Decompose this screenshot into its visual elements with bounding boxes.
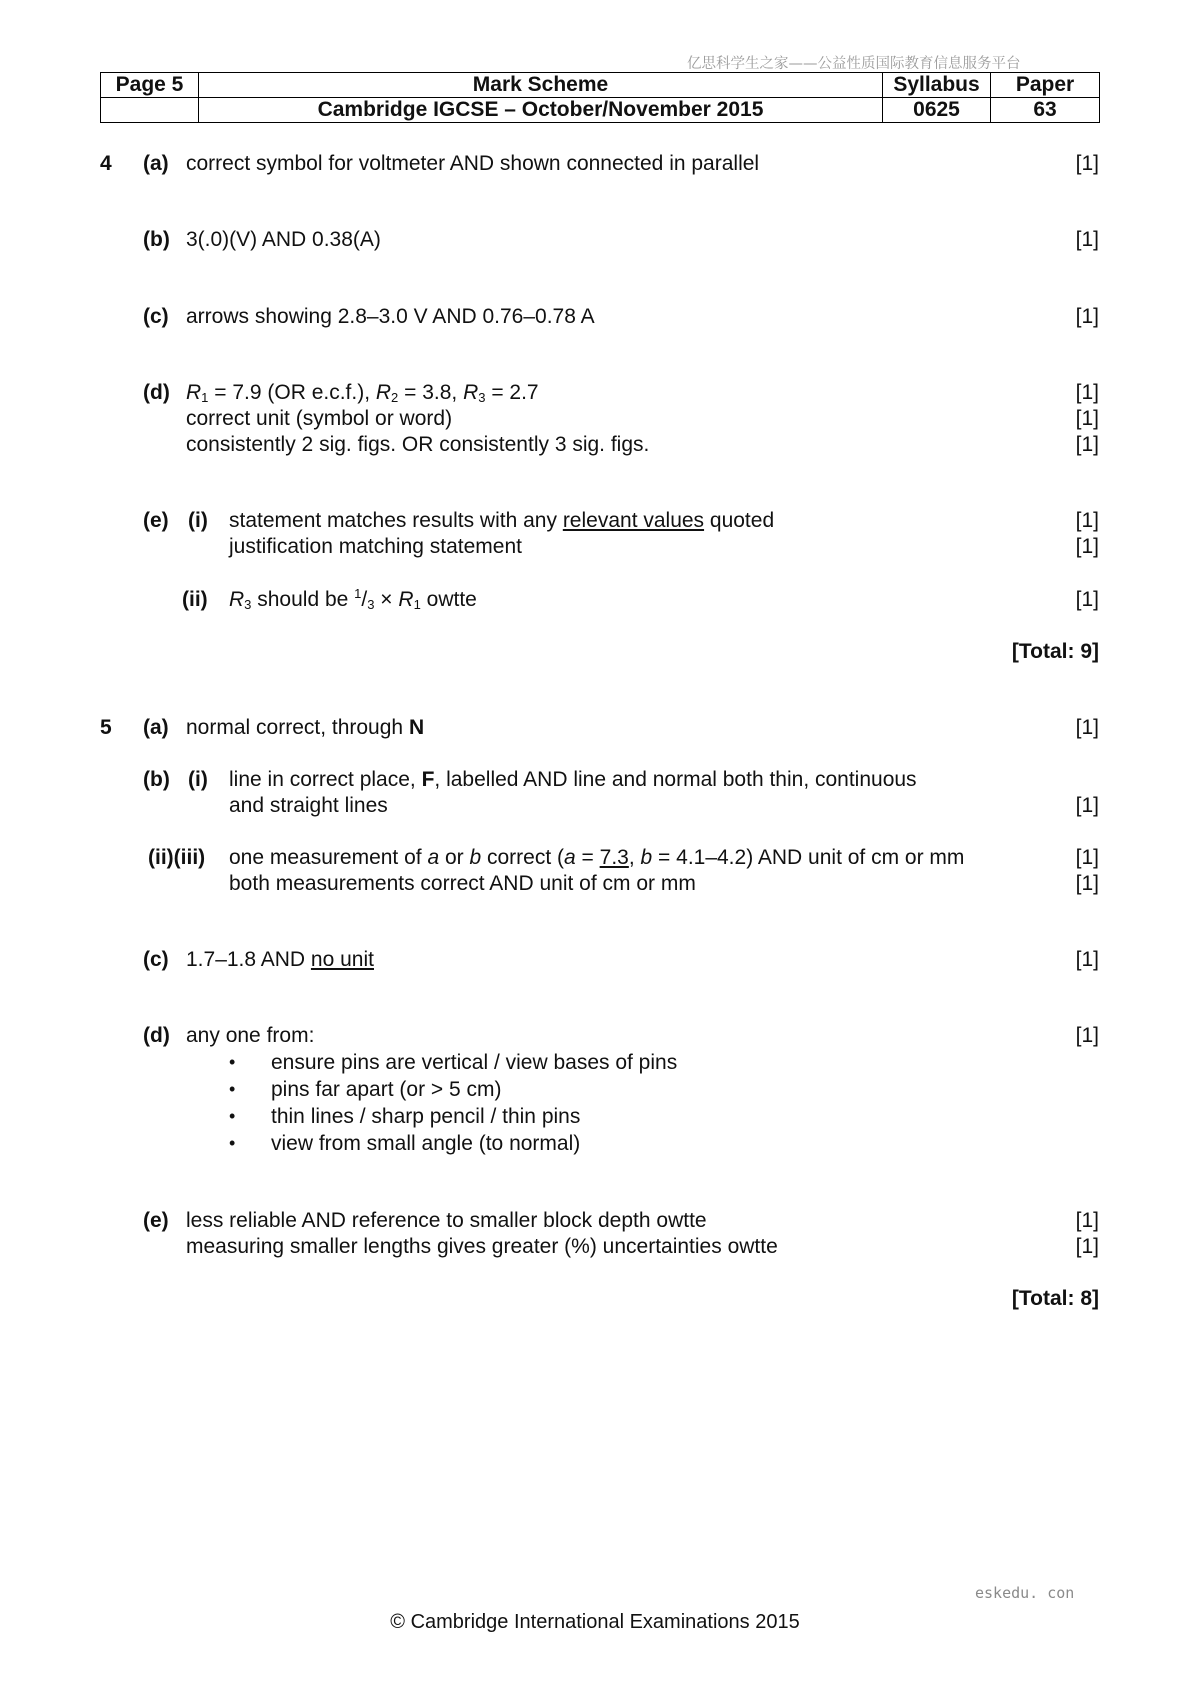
q5e-line2: measuring smaller lengths gives greater (%) uncertainties owtte — [186, 1235, 778, 1258]
q5b-ii-line1: one measurement of a or b correct (a = 7.3, b = 4.1–4.2) AND unit of cm or mm — [229, 846, 965, 869]
header-table — [100, 72, 1100, 123]
q5d-bullet-2-glyph: • — [229, 1079, 236, 1099]
q5b-ii-mark-1: [1] — [1075, 846, 1099, 869]
q5b-i-line1: line in correct place, F, labelled AND line and normal both thin, continuous — [229, 768, 917, 791]
q4d-mark-1: [1] — [1075, 381, 1099, 404]
q5e-label: (e) — [143, 1209, 169, 1232]
q5d-bullet-1-glyph: • — [229, 1052, 236, 1072]
q5d-bullet-1: ensure pins are vertical / view bases of pins — [271, 1051, 678, 1074]
header-syllabus-label: Syllabus — [883, 73, 991, 98]
q4d-mark-3: [1] — [1075, 433, 1099, 456]
q4e-ii-label: (ii) — [182, 588, 208, 611]
q5b-i-label: (i) — [188, 768, 208, 791]
q4a-mark: [1] — [1075, 152, 1099, 175]
q4e-i-line1: statement matches results with any relevant values quoted — [229, 509, 775, 532]
site-watermark: eskedu. con — [975, 1584, 1075, 1602]
q5b-label: (b) — [143, 768, 170, 791]
q4e-ii-mark: [1] — [1075, 588, 1099, 611]
q4a-text: correct symbol for voltmeter AND shown connected in parallel — [186, 152, 760, 175]
q5d-mark: [1] — [1075, 1024, 1099, 1047]
header-subtitle: Cambridge IGCSE – October/November 2015 — [199, 98, 883, 123]
copyright: © Cambridge International Examinations 2015 — [390, 1611, 800, 1633]
q4d-label: (d) — [143, 381, 170, 404]
q5d-bullet-3-glyph: • — [229, 1106, 236, 1126]
q5d-bullet-4-glyph: • — [229, 1133, 236, 1153]
q5b-ii-mark-2: [1] — [1075, 872, 1099, 895]
q5d-bullet-3: thin lines / sharp pencil / thin pins — [271, 1105, 581, 1128]
q5d-label: (d) — [143, 1024, 170, 1047]
q4e-i-mark-2: [1] — [1075, 535, 1099, 558]
header-title: Mark Scheme — [199, 73, 883, 98]
q4-total: [Total: 9] — [1011, 640, 1099, 663]
q4e-i-mark-1: [1] — [1075, 509, 1099, 532]
q4d-mark-2: [1] — [1075, 407, 1099, 430]
q4e-label: (e) — [143, 509, 169, 532]
q5e-line1: less reliable AND reference to smaller block depth owtte — [186, 1209, 707, 1232]
q4c-text: arrows showing 2.8–3.0 V AND 0.76–0.78 A — [186, 305, 595, 328]
header-page: Page 5 — [101, 73, 199, 98]
header-empty-cell — [101, 98, 199, 123]
q4-number: 4 — [100, 152, 112, 175]
q5e-mark-1: [1] — [1075, 1209, 1099, 1232]
q4c-mark: [1] — [1075, 305, 1099, 328]
q4e-i-label: (i) — [188, 509, 208, 532]
header-syllabus: 0625 — [883, 98, 991, 123]
q5b-ii-line2: both measurements correct AND unit of cm or mm — [229, 872, 696, 895]
header-paper-label: Paper — [991, 73, 1100, 98]
q4e-ii-text: $R_3$ should be $^1/_3 \times R_1$ owtte — [229, 586, 477, 612]
header-paper: 63 — [991, 98, 1100, 123]
q4d-line2: correct unit (symbol or word) — [186, 407, 453, 430]
q4b-label: (b) — [143, 228, 170, 251]
q5a-text: normal correct, through N — [186, 716, 425, 739]
q5-number: 5 — [100, 716, 112, 739]
q5c-text: 1.7–1.8 AND no unit — [186, 948, 374, 971]
q5-total: [Total: 8] — [1011, 1287, 1099, 1310]
q4d-line3: consistently 2 sig. figs. OR consistently 3 sig. figs. — [186, 433, 650, 456]
q5c-label: (c) — [143, 948, 169, 971]
q4d-line1: $R_1 = 7.9$ (OR e.c.f.), $R_2 = 3.8$, $R_3 = 2.7$ — [186, 381, 539, 405]
q5e-mark-2: [1] — [1075, 1235, 1099, 1258]
q5d-bullet-4: view from small angle (to normal) — [271, 1132, 581, 1155]
q5d-bullet-2: pins far apart (or > 5 cm) — [271, 1078, 502, 1101]
q4e-i-line2: justification matching statement — [229, 535, 522, 558]
q4a-label: (a) — [143, 152, 169, 175]
q5b-i-line2: and straight lines — [229, 794, 388, 817]
q5d-intro: any one from: — [186, 1024, 315, 1047]
q5b-ii-label: (ii)(iii) — [148, 846, 206, 869]
watermark-text: 亿思科学生之家——公益性质国际教育信息服务平台 — [687, 56, 1021, 72]
q5c-mark: [1] — [1075, 948, 1099, 971]
q4c-label: (c) — [143, 305, 169, 328]
q4b-text: 3(.0)(V) AND 0.38(A) — [186, 228, 381, 251]
q5a-mark: [1] — [1075, 716, 1099, 739]
q5b-i-mark: [1] — [1075, 794, 1099, 817]
q4b-mark: [1] — [1075, 228, 1099, 251]
q5a-label: (a) — [143, 716, 169, 739]
